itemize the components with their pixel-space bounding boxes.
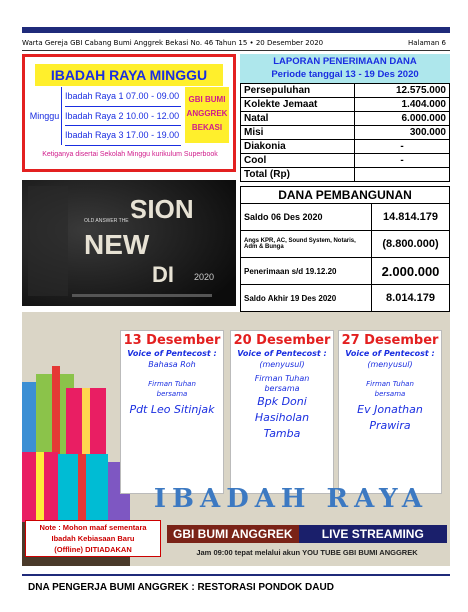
schedule-item: Ibadah Raya 3 17.00 - 19.00 (65, 126, 181, 146)
row-value: 12.575.000 (355, 84, 450, 98)
schedule-list (65, 87, 181, 146)
row-value: 2.000.000 (372, 258, 450, 285)
table-row (241, 98, 450, 112)
card-firman: Firman Tuhan (254, 374, 310, 383)
church-line: GBI BUMI (188, 95, 226, 104)
card-speaker: Bpk Doni (257, 395, 307, 408)
row-value (355, 168, 450, 182)
card-voice: Voice of Pentecost : (237, 349, 327, 358)
row-value: (8.800.000) (372, 231, 450, 258)
header-left: Warta Gereja GBI Cabang Bumi Anggrek Bekasi No. 46 Tahun 15 • 20 Desember 2020 (22, 39, 324, 47)
card-speaker: Tamba (263, 427, 301, 440)
card-bersama: bersama (374, 390, 406, 398)
ibadah-raya-heading: IBADAH RAYA (153, 484, 429, 514)
header-divider (22, 50, 450, 51)
note-line: Note : Mohon maaf sementara (39, 523, 147, 532)
row-value: 300.000 (355, 126, 450, 140)
card-firman: Firman Tuhan (366, 380, 414, 388)
card-subtitle: (menyusul) (259, 360, 305, 369)
row-label: Natal (241, 112, 355, 126)
church-line: ANGGREK (186, 109, 228, 118)
table-row (241, 204, 450, 231)
note-line: (Offline) DITIADAKAN (54, 545, 132, 554)
dana-title: DANA PEMBANGUNAN (240, 186, 450, 203)
row-value: - (355, 154, 450, 168)
row-label: Saldo Akhir 19 Des 2020 (241, 285, 372, 312)
poster-title-mid: NEW (84, 229, 150, 260)
table-row (241, 231, 450, 258)
card-subtitle: Bahasa Roh (148, 360, 196, 369)
row-value: - (355, 140, 450, 154)
card-speaker: Ev Jonathan (357, 403, 423, 416)
ibadah-schedule-box (22, 54, 236, 172)
card-bersama: bersama (264, 384, 300, 393)
footer-text: DNA PENGERJA BUMI ANGGREK : RESTORASI PONDOK DAUD (28, 582, 334, 593)
event-card-20 (230, 330, 334, 494)
table-row (241, 84, 450, 98)
card-bersama: bersama (156, 390, 188, 398)
note-line: Ibadah Kebiasaan Baru (51, 534, 135, 543)
event-card-13 (120, 330, 224, 494)
table-row (241, 168, 450, 182)
row-value: 14.814.179 (372, 204, 450, 231)
row-label: Misi (241, 126, 355, 140)
row-label: Angs KPR, AC, Sound System, Notaris, Adm & Bunga (241, 231, 372, 258)
minggu-label: Minggu (28, 87, 62, 145)
movie-poster-image (22, 180, 236, 306)
offline-note (25, 520, 161, 557)
page-header (22, 38, 450, 50)
card-date: 13 Desember (123, 333, 221, 348)
poster-graphic (22, 180, 236, 306)
row-label: Kolekte Jemaat (241, 98, 355, 112)
table-row (241, 258, 450, 285)
table-row (241, 154, 450, 168)
church-label (185, 87, 229, 143)
table-row (241, 285, 450, 312)
top-bar (22, 27, 450, 33)
page-number: Halaman 6 (407, 39, 446, 47)
event-banner (22, 312, 450, 566)
ibadah-title: IBADAH RAYA MINGGU (35, 64, 223, 86)
stream-time: Jam 09:00 tepat melalui akun YOU TUBE GBI BUMI ANGGREK (196, 548, 418, 557)
row-label: Penerimaan s/d 19.12.20 (241, 258, 372, 285)
church-name-label: GBI BUMI ANGGREK (167, 525, 299, 543)
poster-small-text: OLD ANSWER THE (84, 218, 129, 224)
poster-title-top: NOIS (130, 194, 194, 224)
laporan-table (240, 54, 450, 182)
poster-year: 2020 (194, 272, 215, 282)
live-streaming-bar (167, 525, 447, 543)
card-voice: Voice of Pentecost : (345, 349, 435, 358)
live-streaming-label: LIVE STREAMING (299, 525, 447, 543)
card-subtitle: (menyusul) (367, 360, 413, 369)
row-value: 1.404.000 (355, 98, 450, 112)
row-label: Total (Rp) (241, 168, 355, 182)
laporan-title: LAPORAN PENERIMAAN DANA (273, 56, 417, 67)
superbook-note: Ketiganya disertai Sekolah Minggu kurikulum Superbook (42, 151, 218, 158)
row-label: Persepuluhan (241, 84, 355, 98)
card-speaker: Pdt Leo Sitinjak (129, 403, 215, 416)
row-label: Cool (241, 154, 355, 168)
event-card-27 (338, 330, 442, 494)
laporan-header (240, 54, 450, 83)
church-line: BEKASI (191, 123, 223, 132)
row-value: 6.000.000 (355, 112, 450, 126)
schedule-item: Ibadah Raya 2 10.00 - 12.00 (65, 107, 181, 127)
card-firman: Firman Tuhan (148, 380, 196, 388)
laporan-period: Periode tanggal 13 - 19 Des 2020 (271, 69, 419, 80)
row-label: Saldo 06 Des 2020 (241, 204, 372, 231)
card-date: 27 Desember (341, 333, 439, 348)
card-speaker: Hasiholan (254, 411, 310, 424)
table-row (241, 112, 450, 126)
dana-pembangunan-table (240, 186, 450, 312)
schedule-item: Ibadah Raya 1 07.00 - 09.00 (65, 87, 181, 107)
row-label: Diakonia (241, 140, 355, 154)
card-voice: Voice of Pentecost : (127, 349, 217, 358)
card-speaker: Prawira (369, 419, 411, 432)
footer-divider (22, 574, 450, 576)
card-date: 20 Desember (233, 333, 331, 348)
table-row (241, 126, 450, 140)
table-row (241, 140, 450, 154)
row-value: 8.014.179 (372, 285, 450, 312)
poster-title-bottom: DI (152, 262, 174, 287)
